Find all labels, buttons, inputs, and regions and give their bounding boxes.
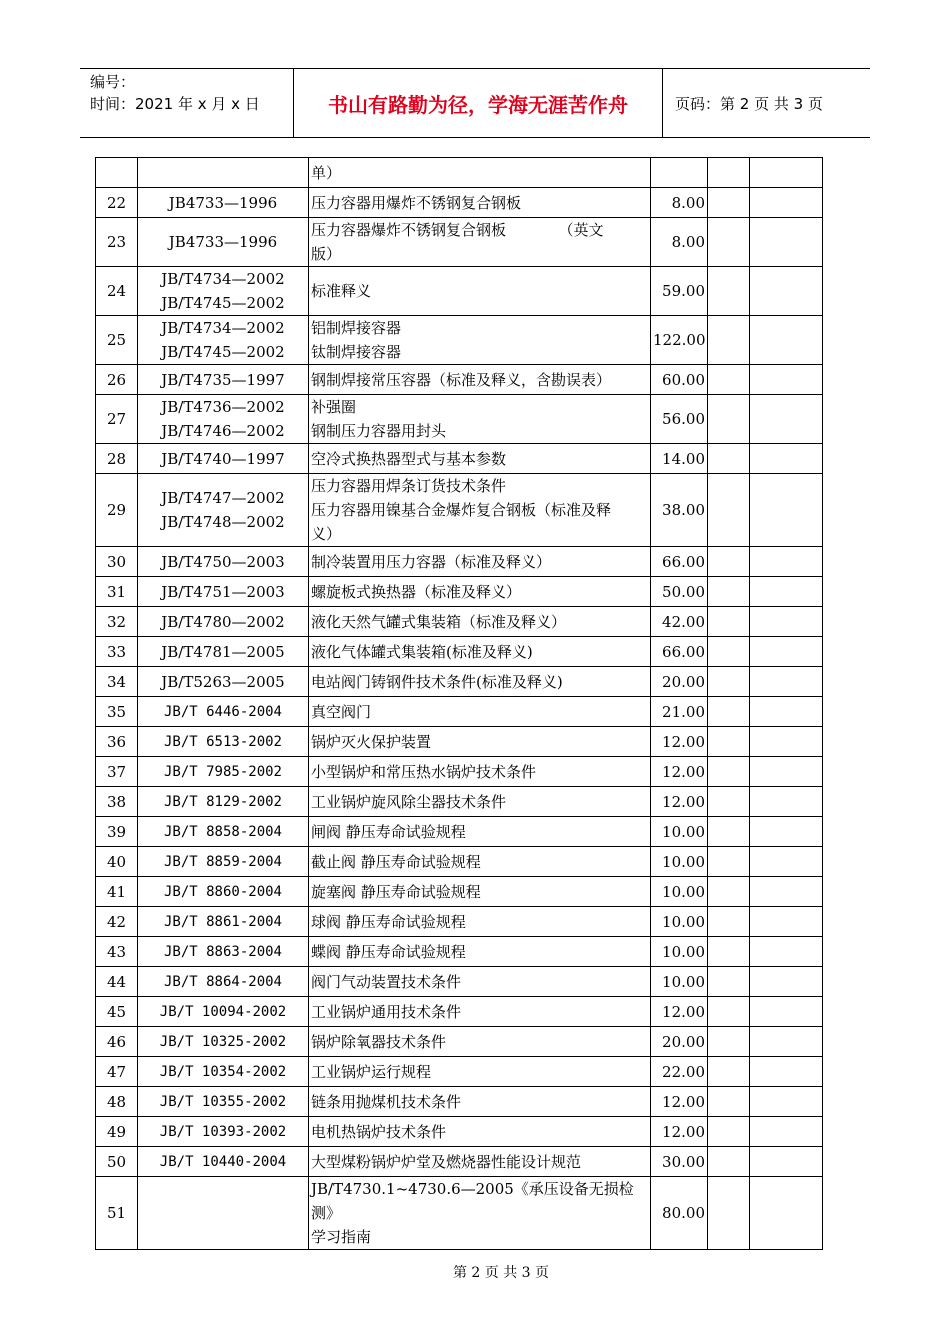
empty-cell — [708, 1147, 750, 1177]
header-meta — [80, 69, 294, 137]
table-row — [96, 1027, 823, 1057]
empty-cell — [708, 907, 750, 937]
standard-title — [309, 547, 651, 577]
table-row — [96, 365, 823, 395]
standard-code-line: JB/T 8129-2002 — [163, 793, 282, 810]
standard-title — [309, 577, 651, 607]
standard-code-line: JB/T 8863-2004 — [163, 943, 282, 960]
standard-title-line: 单） — [311, 163, 342, 182]
row-number: 47 — [96, 1057, 138, 1087]
standard-code-line: JB/T 6513-2002 — [163, 733, 282, 750]
table-row — [96, 547, 823, 577]
time-label: 时间：2021 年 x 月 x 日 — [90, 95, 260, 113]
price: 21.00 — [651, 697, 708, 727]
standard-code-line: JB/T 8864-2004 — [163, 973, 282, 990]
standard-title-line: 钛制焊接容器 — [311, 343, 402, 361]
standard-code — [138, 607, 309, 637]
standard-code — [138, 727, 309, 757]
standard-title-line: 球阀 静压寿命试验规程 — [311, 912, 466, 931]
row-number: 40 — [96, 847, 138, 877]
empty-cell — [750, 637, 823, 667]
empty-cell — [708, 267, 750, 316]
standard-code — [138, 1147, 309, 1177]
standard-title-line: 钢制压力容器用封头 — [311, 422, 447, 440]
table-body — [96, 158, 823, 1250]
row-number: 45 — [96, 997, 138, 1027]
price: 12.00 — [651, 727, 708, 757]
standard-title-line: 制冷装置用压力容器（标准及释义） — [311, 552, 552, 571]
empty-cell — [750, 218, 823, 267]
empty-cell — [708, 757, 750, 787]
empty-cell — [708, 1027, 750, 1057]
standard-title — [309, 267, 651, 316]
table-row — [96, 577, 823, 607]
standard-title-line: JB/T4730.1~4730.6—2005《承压设备无损检测》 — [311, 1180, 634, 1222]
standard-title-line: 小型锅炉和常压热水锅炉技术条件 — [311, 762, 537, 781]
standard-code — [138, 937, 309, 967]
empty-cell — [750, 1147, 823, 1177]
standard-title-line: 工业锅炉旋风除尘器技术条件 — [311, 792, 507, 811]
table-row — [96, 967, 823, 997]
standard-code-line: JB/T4751—2003 — [161, 582, 285, 601]
row-number: 43 — [96, 937, 138, 967]
empty-cell — [750, 267, 823, 316]
standard-code — [138, 787, 309, 817]
standard-code-line: JB/T 10355-2002 — [159, 1093, 287, 1110]
empty-cell — [708, 847, 750, 877]
empty-cell — [750, 667, 823, 697]
standard-title-line: 补强圈 — [311, 398, 357, 416]
standard-code-line: JB/T4740—1997 — [161, 449, 285, 468]
empty-cell — [708, 817, 750, 847]
standard-code-line: JB/T4734—2002 — [161, 319, 285, 337]
empty-cell — [708, 787, 750, 817]
empty-cell — [750, 444, 823, 474]
empty-cell — [750, 1177, 823, 1250]
standard-title-line: 学习指南 — [311, 1228, 372, 1246]
standard-title-line: 工业锅炉运行规程 — [311, 1062, 432, 1081]
price: 38.00 — [651, 474, 708, 547]
standard-title-line: 版） — [311, 245, 342, 263]
header-motto: 书山有路勤为径，学海无涯苦作舟 — [294, 69, 663, 137]
standard-title — [309, 817, 651, 847]
standard-code — [138, 547, 309, 577]
standard-code-line: JB/T 8858-2004 — [163, 823, 282, 840]
standard-code — [138, 967, 309, 997]
standard-title — [309, 316, 651, 365]
row-number: 39 — [96, 817, 138, 847]
table-row — [96, 607, 823, 637]
empty-cell — [708, 697, 750, 727]
price: 12.00 — [651, 757, 708, 787]
price: 20.00 — [651, 667, 708, 697]
row-number: 51 — [96, 1177, 138, 1250]
price: 12.00 — [651, 1087, 708, 1117]
table-row — [96, 907, 823, 937]
empty-cell — [750, 547, 823, 577]
table-row — [96, 757, 823, 787]
empty-cell — [750, 817, 823, 847]
header-page-label: 页码：第 2 页 共 3 页 — [675, 94, 823, 113]
empty-cell — [708, 937, 750, 967]
price: 30.00 — [651, 1147, 708, 1177]
empty-cell — [750, 847, 823, 877]
row-number: 50 — [96, 1147, 138, 1177]
price: 22.00 — [651, 1057, 708, 1087]
empty-cell — [750, 787, 823, 817]
standard-title — [309, 787, 651, 817]
standard-title — [309, 1177, 651, 1250]
standard-code — [138, 637, 309, 667]
standard-title-line: 螺旋板式换热器（标准及释义） — [311, 582, 522, 601]
price: 12.00 — [651, 787, 708, 817]
standard-title — [309, 188, 651, 218]
table-row — [96, 1057, 823, 1087]
standard-title — [309, 937, 651, 967]
price: 10.00 — [651, 877, 708, 907]
standard-title-line: 链条用抛煤机技术条件 — [311, 1092, 462, 1111]
document-header — [80, 68, 870, 138]
standard-code — [138, 444, 309, 474]
row-number: 48 — [96, 1087, 138, 1117]
row-number: 37 — [96, 757, 138, 787]
table-row — [96, 637, 823, 667]
standard-title — [309, 365, 651, 395]
standard-title — [309, 667, 651, 697]
standard-title — [309, 1057, 651, 1087]
table-row — [96, 1087, 823, 1117]
empty-cell — [750, 1117, 823, 1147]
standard-code-line: JB4733—1996 — [168, 233, 278, 251]
standard-title-line: 电站阀门铸钢件技术条件(标准及释义) — [311, 672, 563, 691]
standards-table — [95, 157, 823, 1250]
standard-title — [309, 727, 651, 757]
standard-code-line: JB/T4780—2002 — [161, 612, 285, 631]
row-number: 36 — [96, 727, 138, 757]
empty-cell — [750, 727, 823, 757]
empty-cell — [708, 967, 750, 997]
standard-code-line: JB/T4746—2002 — [161, 422, 285, 440]
standard-title-line: 液化气体罐式集装箱(标准及释义) — [311, 642, 533, 661]
price: 14.00 — [651, 444, 708, 474]
price: 66.00 — [651, 637, 708, 667]
table-row — [96, 937, 823, 967]
standard-title — [309, 847, 651, 877]
page-footer: 第 2 页 共 3 页 — [452, 1265, 550, 1281]
standard-title — [309, 907, 651, 937]
standard-code-line: JB/T 8859-2004 — [163, 853, 282, 870]
price: 66.00 — [651, 547, 708, 577]
empty-cell — [708, 218, 750, 267]
standard-code-line: JB/T 6446-2004 — [163, 703, 282, 720]
empty-cell — [750, 907, 823, 937]
table-row — [96, 817, 823, 847]
table-row — [96, 158, 823, 188]
row-number: 25 — [96, 316, 138, 365]
row-number: 41 — [96, 877, 138, 907]
standard-code — [138, 1057, 309, 1087]
row-number: 33 — [96, 637, 138, 667]
standard-code-line: JB/T 7985-2002 — [163, 763, 282, 780]
table-row — [96, 474, 823, 547]
standard-code-line: JB/T4748—2002 — [161, 513, 285, 531]
row-number: 42 — [96, 907, 138, 937]
table-row — [96, 697, 823, 727]
standard-code — [138, 877, 309, 907]
empty-cell — [708, 1087, 750, 1117]
standard-title-line: 空冷式换热器型式与基本参数 — [311, 449, 507, 468]
standard-code — [138, 365, 309, 395]
row-number: 44 — [96, 967, 138, 997]
empty-cell — [750, 877, 823, 907]
price: 8.00 — [651, 188, 708, 218]
row-number: 46 — [96, 1027, 138, 1057]
price: 10.00 — [651, 817, 708, 847]
row-number — [96, 158, 138, 188]
standard-title-line: 义） — [311, 525, 342, 543]
standard-code-line: JB/T 10354-2002 — [159, 1063, 287, 1080]
standard-title — [309, 877, 651, 907]
standard-title-line: 锅炉灭火保护装置 — [311, 732, 432, 751]
empty-cell — [750, 577, 823, 607]
empty-cell — [708, 316, 750, 365]
standard-code — [138, 817, 309, 847]
empty-cell — [750, 316, 823, 365]
empty-cell — [708, 727, 750, 757]
standard-title-line: 阀门气动装置技术条件 — [311, 972, 462, 991]
standard-code-line: JB/T4781—2005 — [161, 642, 285, 661]
empty-cell — [708, 1177, 750, 1250]
table-row — [96, 1117, 823, 1147]
standard-title-line: 锅炉除氧器技术条件 — [311, 1032, 447, 1051]
table-row — [96, 395, 823, 444]
empty-cell — [708, 158, 750, 188]
price: 12.00 — [651, 997, 708, 1027]
empty-cell — [750, 395, 823, 444]
standard-code — [138, 997, 309, 1027]
empty-cell — [750, 365, 823, 395]
standard-code — [138, 1087, 309, 1117]
price: 80.00 — [651, 1177, 708, 1250]
table-row — [96, 218, 823, 267]
empty-cell — [750, 474, 823, 547]
standard-code — [138, 218, 309, 267]
standard-code-line: JB/T4747—2002 — [161, 489, 285, 507]
standard-title-line: 蝶阀 静压寿命试验规程 — [311, 942, 466, 961]
empty-cell — [708, 607, 750, 637]
standard-title — [309, 967, 651, 997]
empty-cell — [750, 967, 823, 997]
standard-title — [309, 1147, 651, 1177]
empty-cell — [708, 637, 750, 667]
standard-title — [309, 1027, 651, 1057]
standard-code — [138, 158, 309, 188]
standard-title-line: 旋塞阀 静压寿命试验规程 — [311, 882, 481, 901]
table-row — [96, 444, 823, 474]
empty-cell — [708, 997, 750, 1027]
table-row — [96, 267, 823, 316]
standard-code-line: JB/T4745—2002 — [161, 294, 285, 312]
standard-code-line: JB/T4735—1997 — [161, 370, 285, 389]
row-number: 38 — [96, 787, 138, 817]
standard-title-line: 截止阀 静压寿命试验规程 — [311, 852, 481, 871]
row-number: 34 — [96, 667, 138, 697]
standard-title-line: 压力容器用镍基合金爆炸复合钢板（标准及释 — [311, 501, 612, 519]
row-number: 27 — [96, 395, 138, 444]
standard-code — [138, 847, 309, 877]
standard-title — [309, 757, 651, 787]
standard-code-line: JB/T4736—2002 — [161, 398, 285, 416]
standard-code — [138, 316, 309, 365]
price: 42.00 — [651, 607, 708, 637]
row-number: 29 — [96, 474, 138, 547]
empty-cell — [708, 547, 750, 577]
standard-code — [138, 907, 309, 937]
empty-cell — [750, 997, 823, 1027]
empty-cell — [750, 757, 823, 787]
standard-code — [138, 1117, 309, 1147]
table-row — [96, 1147, 823, 1177]
standard-code-line: JB/T 10440-2004 — [159, 1153, 287, 1170]
empty-cell — [708, 474, 750, 547]
standard-code-line: JB/T4745—2002 — [161, 343, 285, 361]
table-row — [96, 316, 823, 365]
row-number: 31 — [96, 577, 138, 607]
standard-code-line: JB/T 8860-2004 — [163, 883, 282, 900]
price: 59.00 — [651, 267, 708, 316]
standard-title-line: 工业锅炉通用技术条件 — [311, 1002, 462, 1021]
table-row — [96, 997, 823, 1027]
standard-title — [309, 158, 651, 188]
empty-cell — [750, 1027, 823, 1057]
standard-title-line: 闸阀 静压寿命试验规程 — [311, 822, 466, 841]
standard-title-line: 标准释义 — [311, 282, 372, 300]
empty-cell — [708, 877, 750, 907]
table-row — [96, 847, 823, 877]
empty-cell — [750, 1087, 823, 1117]
standard-code-line: JB/T5263—2005 — [161, 672, 285, 691]
standard-title — [309, 1117, 651, 1147]
row-number: 22 — [96, 188, 138, 218]
row-number: 35 — [96, 697, 138, 727]
standard-title-line: 大型煤粉锅炉炉堂及燃烧器性能设计规范 — [311, 1152, 582, 1171]
standard-code-line: JB/T 10325-2002 — [159, 1033, 287, 1050]
standard-code-line: JB/T 8861-2004 — [163, 913, 282, 930]
price: 20.00 — [651, 1027, 708, 1057]
row-number: 49 — [96, 1117, 138, 1147]
price: 10.00 — [651, 847, 708, 877]
standard-code-line: JB/T 10094-2002 — [159, 1003, 287, 1020]
standard-title — [309, 637, 651, 667]
empty-cell — [750, 607, 823, 637]
standard-code — [138, 757, 309, 787]
standard-title-line: 真空阀门 — [311, 702, 372, 721]
number-label: 编号： — [90, 73, 136, 91]
empty-cell — [708, 1117, 750, 1147]
table-row — [96, 877, 823, 907]
empty-cell — [708, 667, 750, 697]
standard-code — [138, 395, 309, 444]
price: 122.00 — [651, 316, 708, 365]
price: 8.00 — [651, 218, 708, 267]
standard-code-line: JB/T 10393-2002 — [159, 1123, 287, 1140]
empty-cell — [750, 937, 823, 967]
empty-cell — [750, 188, 823, 218]
standard-code-line: JB/T4750—2003 — [161, 552, 285, 571]
row-number: 26 — [96, 365, 138, 395]
price: 10.00 — [651, 967, 708, 997]
table-row — [96, 188, 823, 218]
standard-title-line: 电机热锅炉技术条件 — [311, 1122, 447, 1141]
standard-title — [309, 1087, 651, 1117]
empty-cell — [708, 188, 750, 218]
table-row — [96, 727, 823, 757]
standard-title-line: 压力容器爆炸不锈钢复合钢板 （英文 — [311, 221, 604, 239]
standard-title-line: 液化天然气罐式集装箱（标准及释义） — [311, 612, 567, 631]
empty-cell — [750, 158, 823, 188]
standard-title — [309, 474, 651, 547]
table-row — [96, 787, 823, 817]
standard-title-line: 压力容器用爆炸不锈钢复合钢板 — [311, 193, 522, 212]
empty-cell — [708, 395, 750, 444]
standard-title — [309, 697, 651, 727]
empty-cell — [750, 697, 823, 727]
row-number: 30 — [96, 547, 138, 577]
standard-title — [309, 997, 651, 1027]
standard-title — [309, 395, 651, 444]
standard-code — [138, 267, 309, 316]
row-number: 24 — [96, 267, 138, 316]
standard-code — [138, 1177, 309, 1250]
price: 12.00 — [651, 1117, 708, 1147]
row-number: 23 — [96, 218, 138, 267]
standard-title-line: 铝制焊接容器 — [311, 319, 402, 337]
standard-title — [309, 218, 651, 267]
price: 50.00 — [651, 577, 708, 607]
table-row — [96, 667, 823, 697]
standard-code-line: JB4733—1996 — [168, 193, 278, 212]
empty-cell — [708, 365, 750, 395]
standard-title-line: 钢制焊接常压容器（标准及释义，含勘误表） — [311, 370, 612, 389]
empty-cell — [708, 1057, 750, 1087]
price: 56.00 — [651, 395, 708, 444]
price: 10.00 — [651, 937, 708, 967]
empty-cell — [708, 444, 750, 474]
standard-code — [138, 577, 309, 607]
standard-title-line: 压力容器用焊条订货技术条件 — [311, 477, 507, 495]
standard-title — [309, 444, 651, 474]
standard-code — [138, 474, 309, 547]
empty-cell — [750, 1057, 823, 1087]
table-row — [96, 1177, 823, 1250]
price: 60.00 — [651, 365, 708, 395]
price — [651, 158, 708, 188]
empty-cell — [708, 577, 750, 607]
standard-code — [138, 1027, 309, 1057]
standard-title — [309, 607, 651, 637]
price: 10.00 — [651, 907, 708, 937]
standard-code — [138, 697, 309, 727]
standard-code-line: JB/T4734—2002 — [161, 270, 285, 288]
row-number: 32 — [96, 607, 138, 637]
standard-code — [138, 667, 309, 697]
standard-code — [138, 188, 309, 218]
row-number: 28 — [96, 444, 138, 474]
